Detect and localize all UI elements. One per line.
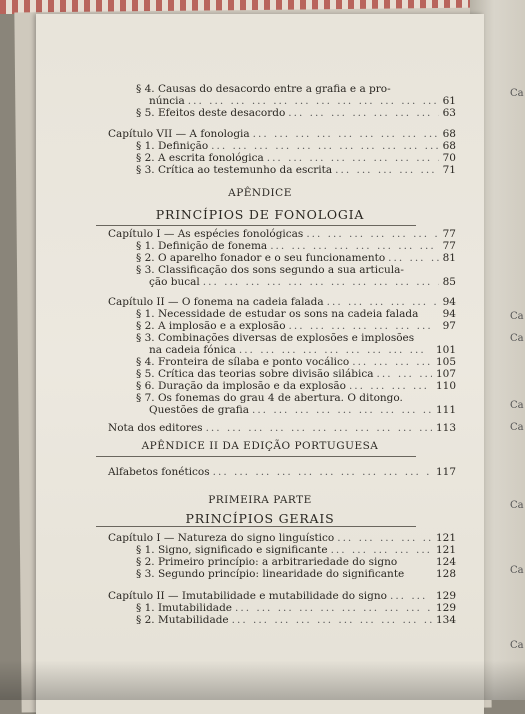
leader-dots xyxy=(387,590,432,602)
appendix-title: PRINCÍPIOS DE FONOLOGIA xyxy=(155,207,365,222)
toc-entry xyxy=(136,556,456,568)
toc-entry-title: ção bucal xyxy=(149,276,200,288)
leader-dots xyxy=(286,320,439,332)
toc-entry-title: § 1. Definição de fonema xyxy=(136,240,268,252)
leader-dots xyxy=(346,380,432,392)
toc-entry xyxy=(136,240,456,252)
toc-entry xyxy=(108,422,456,434)
toc-entry-title: Capítulo VII — A fonologia xyxy=(108,128,250,140)
shadow xyxy=(0,660,525,700)
toc-page-number: 85 xyxy=(442,276,456,288)
toc-entry xyxy=(136,107,456,119)
part-label: PRIMEIRA PARTE xyxy=(208,494,312,506)
toc-page-number: 111 xyxy=(435,404,456,416)
toc-page-number: 113 xyxy=(435,422,456,434)
leader-dots xyxy=(334,532,432,544)
toc-page-number: 77 xyxy=(442,240,456,252)
leader-dots xyxy=(185,95,439,107)
appendix-label: APÊNDICE xyxy=(228,187,292,199)
toc-entry-title: § 3. Classificação dos sons segundo a sua articula- xyxy=(136,264,404,276)
toc-entry-title: § 2. Mutabilidade xyxy=(136,614,229,626)
leader-dots xyxy=(250,128,439,140)
leader-dots xyxy=(285,107,438,119)
leader-dots xyxy=(264,152,439,164)
leader-dots xyxy=(200,276,439,288)
toc-entry-title: Capítulo II — O fonema na cadeia falada xyxy=(108,296,324,308)
toc-page-number: 68 xyxy=(442,140,456,152)
toc-entry-title: núncia xyxy=(149,95,185,107)
toc-entry xyxy=(149,276,456,288)
toc-entry-title: § 3. Segundo princípio: linearidade do significante xyxy=(136,568,405,580)
toc-page-number: 63 xyxy=(442,107,456,119)
toc-entry-title: § 1. Definição xyxy=(136,140,209,152)
toc-entry xyxy=(136,332,456,344)
table-of-contents xyxy=(36,14,484,714)
leader-dots xyxy=(203,422,432,434)
toc-page-number: 117 xyxy=(435,466,456,478)
toc-page-number: 121 xyxy=(435,532,456,544)
leader-dots xyxy=(236,344,432,356)
toc-page-number: 77 xyxy=(442,228,456,240)
toc-page-number: 107 xyxy=(435,368,456,380)
leader-dots xyxy=(328,544,432,556)
toc-entry xyxy=(108,128,456,140)
facing-page-fragment: Ca xyxy=(510,400,524,411)
toc-entry xyxy=(136,368,456,380)
leader-dots xyxy=(229,614,432,626)
toc-entry xyxy=(108,466,456,478)
toc-entry-title: § 1. Signo, significado e significante xyxy=(136,544,328,556)
leader-dots xyxy=(385,252,438,264)
toc-page-number: 128 xyxy=(435,568,456,580)
toc-entry xyxy=(149,344,456,356)
leader-dots xyxy=(374,368,432,380)
toc-page-number: 94 xyxy=(442,308,456,320)
toc-entry xyxy=(149,404,456,416)
toc-entry-title: § 2. A escrita fonológica xyxy=(136,152,264,164)
toc-entry xyxy=(136,140,456,152)
leader-dots xyxy=(267,240,438,252)
leader-dots xyxy=(232,602,432,614)
toc-entry xyxy=(136,544,456,556)
book-page xyxy=(36,14,484,714)
toc-entry-title: Capítulo I — Natureza do signo linguístico xyxy=(108,532,335,544)
toc-page-number: 121 xyxy=(435,544,456,556)
appendix-2-label: APÊNDICE II DA EDIÇÃO PORTUGUESA xyxy=(141,440,379,452)
toc-entry xyxy=(136,602,456,614)
part-title: PRINCÍPIOS GERAIS xyxy=(185,511,335,526)
toc-page-number: 61 xyxy=(442,95,456,107)
toc-entry-title: § 4. Fronteira de sílaba e ponto vocálico xyxy=(136,356,350,368)
toc-entry xyxy=(136,264,456,276)
toc-entry xyxy=(136,320,456,332)
toc-entry xyxy=(108,228,456,240)
toc-entry-title: § 4. Causas do desacordo entre a grafia e a pro- xyxy=(136,83,391,95)
facing-page-fragment: Ca xyxy=(510,88,524,99)
toc-page-number: 124 xyxy=(435,556,456,568)
leader-dots xyxy=(249,404,432,416)
divider xyxy=(96,526,416,527)
toc-entry xyxy=(108,532,456,544)
toc-entry xyxy=(136,356,456,368)
toc-entry-title: Nota dos editores xyxy=(108,422,203,434)
toc-page-number: 70 xyxy=(442,152,456,164)
facing-page-fragment: Ca xyxy=(510,565,524,576)
toc-entry-title: § 2. O aparelho fonador e o seu funcionamento xyxy=(136,252,386,264)
toc-entry-title: Capítulo I — As espécies fonológicas xyxy=(108,228,304,240)
facing-page-fragment: Ca xyxy=(510,500,524,511)
facing-page-fragment: Ca xyxy=(510,311,524,322)
leader-dots xyxy=(303,228,438,240)
toc-page-number: 129 xyxy=(435,602,456,614)
toc-entry xyxy=(136,568,456,580)
toc-entry-title: Capítulo II — Imutabilidade e mutabilidade do signo xyxy=(108,590,387,602)
toc-page-number: 129 xyxy=(435,590,456,602)
leader-dots xyxy=(324,296,439,308)
toc-entry-title: § 3. Combinações diversas de explosões e implosões xyxy=(136,332,415,344)
toc-entry-title: § 1. Necessidade de estudar os sons na cadeia falada xyxy=(136,308,419,320)
toc-page-number: 94 xyxy=(442,296,456,308)
toc-entry-title: § 5. Crítica das teorias sobre divisão silábica xyxy=(136,368,374,380)
toc-entry-title: § 5. Efeitos deste desacordo xyxy=(136,107,286,119)
toc-page-number: 105 xyxy=(435,356,456,368)
toc-entry xyxy=(149,95,456,107)
toc-entry xyxy=(108,296,456,308)
leader-dots xyxy=(349,356,432,368)
toc-page-number: 71 xyxy=(442,164,456,176)
divider xyxy=(96,225,416,226)
toc-entry-title: Alfabetos fonéticos xyxy=(108,466,210,478)
toc-entry xyxy=(136,308,456,320)
toc-page-number: 97 xyxy=(442,320,456,332)
toc-entry-title: § 1. Imutabilidade xyxy=(136,602,233,614)
toc-entry-title: § 3. Crítica ao testemunho da escrita xyxy=(136,164,333,176)
toc-entry-title: § 2. A implosão e a explosão xyxy=(136,320,286,332)
toc-entry xyxy=(136,152,456,164)
toc-page-number: 110 xyxy=(435,380,456,392)
toc-page-number: 81 xyxy=(442,252,456,264)
leader-dots xyxy=(210,466,432,478)
facing-page-fragment: Ca xyxy=(510,333,524,344)
divider xyxy=(96,456,416,457)
toc-entry xyxy=(108,590,456,602)
toc-entry-title: Questões de grafia xyxy=(149,404,249,416)
toc-entry xyxy=(136,252,456,264)
toc-page-number: 101 xyxy=(435,344,456,356)
toc-page-number: 68 xyxy=(442,128,456,140)
toc-entry-title: na cadeia fónica xyxy=(149,344,236,356)
toc-entry xyxy=(136,614,456,626)
leader-dots xyxy=(208,140,438,152)
toc-entry xyxy=(136,392,456,404)
toc-entry xyxy=(136,380,456,392)
facing-page-fragment: Ca xyxy=(510,422,524,433)
toc-entry xyxy=(136,83,456,95)
facing-page-fragment: Ca xyxy=(510,640,524,651)
toc-entry-title: § 6. Duração da implosão e da explosão xyxy=(136,380,346,392)
toc-page-number: 134 xyxy=(435,614,456,626)
leader-dots xyxy=(332,164,438,176)
toc-entry-title: § 2. Primeiro princípio: a arbitrariedade do signo xyxy=(136,556,398,568)
toc-entry xyxy=(136,164,456,176)
toc-entry-title: § 7. Os fonemas do grau 4 de abertura. O ditongo. xyxy=(136,392,403,404)
